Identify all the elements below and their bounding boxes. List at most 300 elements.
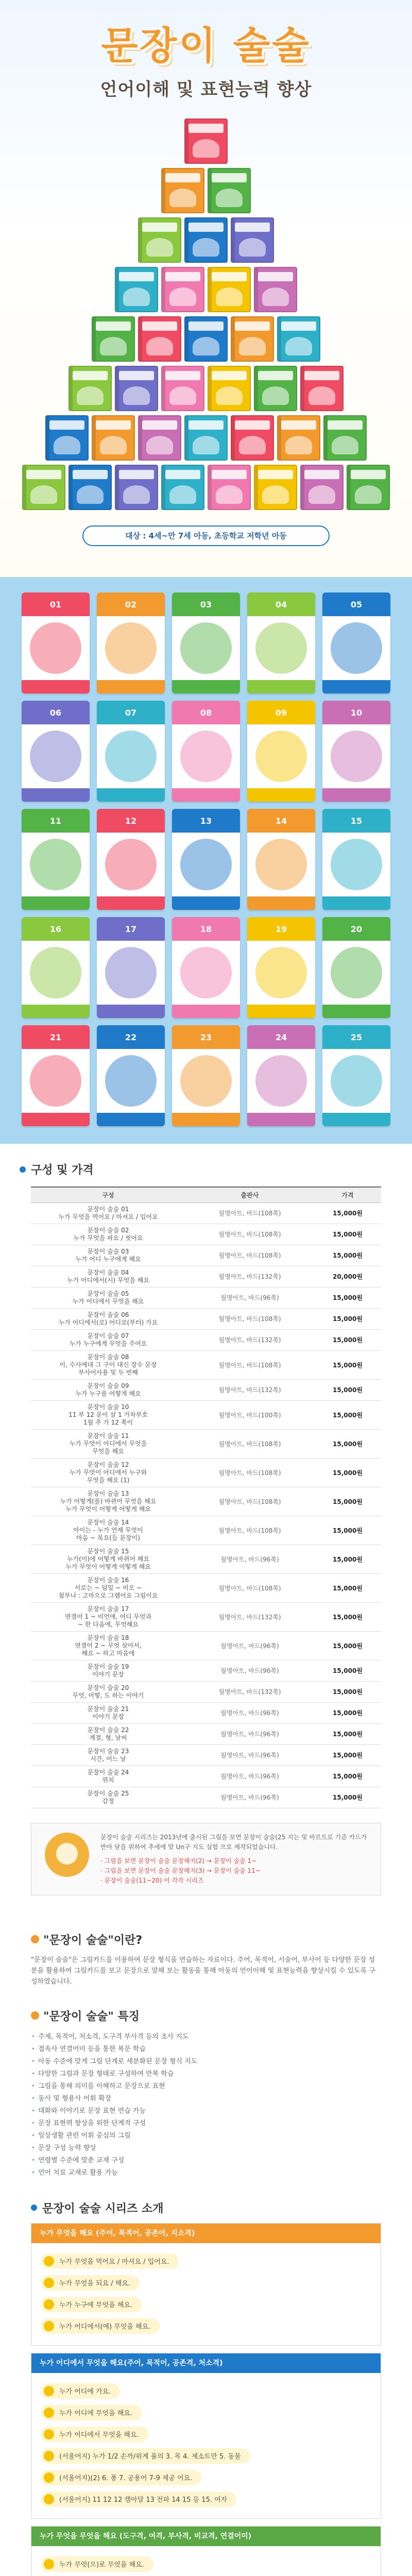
notice-warning: · 그림을 보면 문장이 술술 문장해지(2) → 문장이 술술 1~ — [100, 1857, 257, 1865]
product-name-cell: 문장이 술술 13 누가 어떻게(를) 바뀌어 무엇을 해요 누가 무엇이 어떻게 어떻게 해요 — [31, 1487, 185, 1516]
book-cover-card — [172, 1025, 240, 1126]
feature-item: · 다양한 그림과 문장 형태로 구성하여 반복 학습 — [31, 2068, 381, 2080]
series-item — [41, 2470, 201, 2485]
cover-bottom-band — [22, 896, 90, 910]
cover-illustration — [105, 1055, 157, 1107]
cover-illustration — [180, 731, 232, 782]
book-cover-card — [22, 1025, 90, 1126]
book-cover — [115, 267, 158, 312]
price-cell: 15,000원 — [314, 1681, 381, 1702]
product-name-cell: 문장이 술술 07 누가 누구에게 무엇을 주어요 — [31, 1329, 185, 1350]
hero-subtitle: 언어이해 및 표현능력 향상 — [100, 79, 312, 100]
product-name-cell: 문장이 술술 11 누가 무엇이 어디에서 무엇을 무엇을 해요 — [31, 1429, 185, 1458]
cover-bottom-band — [22, 1005, 90, 1018]
feature-item: · 일상생활 관련 어휘 중심의 그림 — [31, 2130, 381, 2142]
book-cover-card — [172, 592, 240, 693]
cover-bottom-band — [97, 1005, 165, 1018]
cover-number: 20 — [350, 924, 363, 934]
product-name-cell: 문장이 술술 02 누가 무엇을 파요 / 씻어요 — [31, 1224, 185, 1245]
table-header-cell: 가격 — [314, 1187, 381, 1202]
series-item — [41, 2297, 142, 2312]
price-cell: 15,000원 — [314, 1516, 381, 1545]
price-cell: 15,000원 — [314, 1458, 381, 1487]
series-item — [41, 2253, 179, 2269]
cover-number: 16 — [49, 924, 62, 934]
table-row — [31, 1744, 381, 1766]
cover-illustration — [30, 731, 81, 782]
book-cover-card — [22, 917, 90, 1018]
table-row — [31, 1202, 381, 1224]
book-cover — [22, 465, 65, 510]
book-cover-card — [172, 809, 240, 910]
book-cover — [138, 316, 181, 362]
book-cover — [231, 217, 274, 263]
what-title: "문장이 술술"이란? — [31, 1931, 381, 1947]
book-cover — [161, 168, 204, 213]
product-name-cell: 문장이 술술 10 11 부 12 문이 살 1 가차부호 1월 추 가 12 쪽이 — [31, 1400, 185, 1429]
cover-illustration — [331, 622, 382, 674]
notice-warning: · 문장이 술술(11~20) 이 각각 시리즈 — [100, 1876, 204, 1884]
table-row — [31, 1266, 381, 1287]
cover-number: 02 — [125, 600, 137, 609]
series-body — [31, 2546, 381, 2576]
cover-bottom-band — [247, 1113, 315, 1126]
price-cell: 15,000원 — [314, 1224, 381, 1245]
hero-logo — [0, 15, 412, 100]
series-heading: 누가 무엇을 무엇을 해요 (도구격, 여격, 부사격, 비교격, 연결어미) — [31, 2527, 381, 2546]
publisher-cell: 월명아트, 바드(108쪽) — [185, 1573, 314, 1602]
bullet-icon — [31, 2011, 39, 2020]
bullet-icon — [44, 2386, 54, 2396]
publisher-cell: 월명아트, 바드(108쪽) — [185, 1458, 314, 1487]
notice-warning: · 그림을 보면 문장이 술술 문장해지(3) → 문장이 술술 11~ — [100, 1867, 261, 1874]
book-cover-card — [322, 917, 390, 1018]
book-cover — [184, 415, 228, 461]
cover-number: 12 — [125, 816, 137, 826]
book-cover — [208, 366, 251, 411]
cover-number: 09 — [275, 708, 287, 718]
product-name-cell: 문장이 술술 09 누가 누구를 어떻게 해요 — [31, 1379, 185, 1400]
cover-number: 22 — [125, 1032, 137, 1042]
book-cover — [254, 267, 297, 312]
series-item-label: (서울어지)(2) 6. 풍 7. 공용어 7-9 제공 어요. — [59, 2475, 193, 2482]
series-item-label: 누가 무엇을 먹어요 / 마셔요 / 입어요. — [59, 2258, 169, 2266]
bullet-icon — [44, 2559, 54, 2569]
series-list — [31, 2223, 381, 2576]
composition-price-section — [0, 1144, 412, 1911]
series-box — [31, 2526, 381, 2576]
feature-item: · 문장 표현력 향상을 위한 단계적 구성 — [31, 2117, 381, 2130]
book-cover — [277, 415, 320, 461]
series-item-label: 누가 무엇(으)로 무엇을 해요. — [59, 2561, 144, 2569]
series-body — [31, 2243, 381, 2345]
table-row — [31, 1400, 381, 1429]
cover-bottom-band — [172, 788, 240, 802]
publisher-cell: 월명아트, 바드(96쪽) — [185, 1787, 314, 1808]
cover-bottom-band — [322, 1005, 390, 1018]
book-cover-card — [97, 592, 165, 693]
cover-number: 05 — [350, 600, 363, 609]
product-name-cell: 문장이 술술 03 누가 어디 누구에게 해요 — [31, 1245, 185, 1266]
table-row — [31, 1245, 381, 1266]
series-item-label: 누가 무엇을 되요 / 해요. — [59, 2280, 131, 2287]
product-name-cell: 문장이 술술 16 서로는 ~ 덤밀 ~ 비오 ~ 첨부나 : 고마으로 그램어요 그림이요 — [31, 1573, 185, 1602]
table-row — [31, 1458, 381, 1487]
cover-illustration — [30, 1055, 81, 1107]
features-section — [0, 1987, 412, 2179]
book-cover-card — [247, 701, 315, 802]
price-table — [31, 1187, 381, 1808]
bullet-icon — [44, 2494, 54, 2504]
book-cover-card — [247, 1025, 315, 1126]
pyramid-row — [21, 267, 391, 312]
series-item — [41, 2405, 142, 2420]
book-cover — [68, 366, 112, 411]
book-cover — [208, 465, 251, 510]
cover-illustration — [331, 947, 382, 998]
feature-item: · 언어 치료 교재로 활용 가능 — [31, 2167, 381, 2179]
table-row — [31, 1308, 381, 1329]
product-name-cell: 문장이 술술 17 연결어 1 ~ 비언에, 어디 무엇과 ~ 한 다음에, 무엇해요 — [31, 1602, 185, 1631]
publisher-cell: 월명아트, 바드(96쪽) — [185, 1702, 314, 1723]
price-cell: 15,000원 — [314, 1744, 381, 1766]
price-cell: 15,000원 — [314, 1631, 381, 1660]
book-cover — [231, 316, 274, 362]
table-row — [31, 1573, 381, 1602]
table-row — [31, 1602, 381, 1631]
series-item-label: (서울어지) 11 12 12 캠아달 13 전파 14 15 등 15. 여자 — [59, 2496, 228, 2504]
publisher-cell: 월명아트, 바드(108쪽) — [185, 1516, 314, 1545]
bullet-icon — [44, 2256, 54, 2266]
cover-number: 01 — [49, 600, 62, 609]
book-cover — [138, 415, 181, 461]
series-item — [41, 2448, 250, 2464]
book-cover-card — [247, 917, 315, 1018]
cover-illustration — [331, 731, 382, 782]
publisher-cell: 월명아트, 바드(132쪽) — [185, 1329, 314, 1350]
product-name-cell: 문장이 술술 05 누가 어디에서 무엇을 해요 — [31, 1287, 185, 1308]
book-cover — [161, 267, 204, 312]
book-cover — [184, 217, 228, 263]
cover-bottom-band — [172, 680, 240, 693]
publisher-cell: 월명아트, 바드(96쪽) — [185, 1744, 314, 1766]
publisher-cell: 월명아트, 바드(96쪽) — [185, 1723, 314, 1744]
book-cover — [184, 118, 228, 164]
publisher-cell: 월명아트, 바드(96쪽) — [185, 1287, 314, 1308]
product-name-cell: 문장이 술술 23 시간, 어느 날 — [31, 1744, 185, 1766]
book-cover-card — [22, 809, 90, 910]
features-title: "문장이 술술" 특징 — [31, 2008, 381, 2024]
book-cover — [161, 465, 204, 510]
publisher-cell: 월명아트, 바드(100쪽) — [185, 1400, 314, 1429]
series-box — [31, 2223, 381, 2346]
cover-illustration — [255, 1055, 307, 1107]
publisher-cell: 월명아트, 바드(96쪽) — [185, 1631, 314, 1660]
book-cover — [254, 366, 297, 411]
book-cover — [231, 415, 274, 461]
table-header-row — [31, 1187, 381, 1202]
price-cell: 20,000원 — [314, 1266, 381, 1287]
series-notice-box — [31, 1823, 381, 1895]
book-cover — [92, 415, 135, 461]
table-row — [31, 1329, 381, 1350]
publisher-cell: 월명아트, 바드(108쪽) — [185, 1487, 314, 1516]
series-item — [41, 2492, 236, 2507]
cover-bottom-band — [322, 1113, 390, 1126]
bullet-icon — [44, 2408, 54, 2418]
price-cell: 15,000원 — [314, 1573, 381, 1602]
feature-item: · 대화와 이야기로 문장 표현 연습 가능 — [31, 2105, 381, 2117]
bullet-icon — [44, 2299, 54, 2310]
book-cover-card — [22, 701, 90, 802]
series-section — [0, 2179, 412, 2576]
cover-bottom-band — [322, 680, 390, 693]
cover-number: 08 — [200, 708, 212, 718]
table-row — [31, 1224, 381, 1245]
book-cover — [208, 168, 251, 213]
cover-bottom-band — [247, 788, 315, 802]
book-cover — [184, 316, 228, 362]
cover-illustration — [180, 947, 232, 998]
series-item-label: 누가 어디에서(에) 무엇을 해요. — [59, 2323, 151, 2331]
hero-section — [0, 0, 412, 577]
pyramid-row — [21, 217, 391, 263]
book-cover — [254, 465, 297, 510]
table-row — [31, 1702, 381, 1723]
cover-number: 24 — [275, 1032, 287, 1042]
pyramid-row — [21, 415, 391, 461]
book-cover — [45, 415, 89, 461]
publisher-cell: 월명아트, 바드(108쪽) — [185, 1429, 314, 1458]
series-item — [41, 2275, 140, 2291]
what-description: "문장이 술술"은 그림카드를 이용하여 문장 형식을 연습하는 자료이다. 주어, 목적어, 서술어, 부사어 등 다양한 문장 성분을 활용하여 그림카드를 보고 문장으로 말해 보는 활동을 통해 아동의 언어이해 및 표현능력을 향상시킬 수 있도록 구성하였습니다. — [31, 1956, 375, 1986]
cover-number: 17 — [125, 924, 137, 934]
cover-number: 07 — [125, 708, 137, 718]
series-heading: 누가 무엇을 해요 (주어, 목적어, 공존어, 지소격) — [31, 2224, 381, 2243]
book-cover — [347, 465, 390, 510]
cover-bottom-band — [247, 1005, 315, 1018]
book-pyramid-image — [21, 118, 391, 510]
series-item-label: 누가 어디에 가요. — [59, 2388, 111, 2396]
book-cover — [208, 267, 251, 312]
cover-illustration — [255, 947, 307, 998]
product-name-cell: 문장이 술술 18 연결어 2 ~ 무엇 살아서, 해요 ~ 하고 마음에 — [31, 1631, 185, 1660]
book-cover — [115, 465, 158, 510]
cover-illustration — [105, 947, 157, 998]
cover-bottom-band — [22, 680, 90, 693]
cover-number: 19 — [275, 924, 287, 934]
feature-item: · 그림을 통해 의미를 이해하고 문장으로 표현 — [31, 2080, 381, 2093]
price-cell: 15,000원 — [314, 1245, 381, 1266]
cover-illustration — [255, 731, 307, 782]
book-cover-card — [247, 809, 315, 910]
cover-bottom-band — [247, 896, 315, 910]
price-cell: 15,000원 — [314, 1702, 381, 1723]
table-row — [31, 1429, 381, 1458]
cover-number: 25 — [350, 1032, 363, 1042]
publisher-cell: 월명아트, 바드(108쪽) — [185, 1350, 314, 1379]
table-header-cell: 구성 — [31, 1187, 185, 1202]
cover-number: 10 — [350, 708, 363, 718]
feature-item: · 주제, 목적어, 처소격, 도구격 부사격 등의 조사 지도 — [31, 2031, 381, 2043]
book-cover-card — [172, 701, 240, 802]
book-cover-card — [97, 809, 165, 910]
product-name-cell: 문장이 술술 06 누가 어디에서(로) 어디로(부터) 가요 — [31, 1308, 185, 1329]
cover-number: 23 — [200, 1032, 212, 1042]
cover-illustration — [180, 622, 232, 674]
cover-illustration — [105, 839, 157, 890]
cover-illustration — [30, 839, 81, 890]
table-row — [31, 1681, 381, 1702]
product-name-cell: 문장이 술술 15 누가(이)에 어떻게 바뀌어 해요 누가 무엇이 어떻게 어떻게 해요 — [31, 1545, 185, 1573]
book-cover — [161, 366, 204, 411]
series-box — [31, 2353, 381, 2519]
product-name-cell: 문장이 술술 22 계절, 형, 날씨 — [31, 1723, 185, 1744]
cover-illustration — [331, 1055, 382, 1107]
product-name-cell: 문장이 술술 20 무엇, 어떻, 도 하는 이야기 — [31, 1681, 185, 1702]
cover-number: 06 — [49, 708, 62, 718]
cover-illustration — [30, 947, 81, 998]
cover-bottom-band — [97, 788, 165, 802]
table-row — [31, 1660, 381, 1681]
cover-number: 11 — [49, 816, 62, 826]
table-row — [31, 1350, 381, 1379]
cover-illustration — [331, 839, 382, 890]
product-name-cell: 문장이 술술 25 감정 — [31, 1787, 185, 1808]
series-title: 문장이 술술 시리즈 소개 — [31, 2200, 381, 2216]
publisher-cell: 월명아트, 바드(132쪽) — [185, 1681, 314, 1702]
cover-illustration — [30, 622, 81, 674]
cover-number: 03 — [200, 600, 212, 609]
series-heading: 누가 어디에서 무엇을 해요(주어, 목적어, 공존격, 처소격) — [31, 2353, 381, 2373]
feature-item: · 연령별 수준에 맞춘 교재 구성 — [31, 2155, 381, 2167]
book-cover-card — [247, 592, 315, 693]
publisher-cell: 월명아트, 바드(132쪽) — [185, 1266, 314, 1287]
cover-grid — [20, 592, 392, 1126]
pyramid-row — [21, 366, 391, 411]
feature-item: · 아동 수준에 맞게 그림 단계로 세분화된 문장 형식 지도 — [31, 2056, 381, 2068]
book-cover-card — [322, 592, 390, 693]
intro-section — [0, 1911, 412, 1987]
series-item-label: 누가 어디에 무엇을 해요. — [59, 2410, 133, 2417]
book-cover — [115, 366, 158, 411]
cover-grid-section — [0, 577, 412, 1144]
price-cell: 15,000원 — [314, 1308, 381, 1329]
book-cover — [138, 217, 181, 263]
cover-illustration — [105, 731, 157, 782]
table-row — [31, 1287, 381, 1308]
product-name-cell: 문장이 술술 14 아이는 - 누가 언제 무엇이 마음 ~ 목요(들 문장이) — [31, 1516, 185, 1545]
table-row — [31, 1787, 381, 1808]
book-cover-card — [322, 701, 390, 802]
price-cell: 15,000원 — [314, 1766, 381, 1787]
cover-bottom-band — [97, 680, 165, 693]
book-cover-card — [97, 1025, 165, 1126]
cover-bottom-band — [97, 1113, 165, 1126]
publisher-cell: 월명아트, 바드(108쪽) — [185, 1224, 314, 1245]
price-cell: 15,000원 — [314, 1660, 381, 1681]
book-cover — [277, 316, 320, 362]
book-cover-card — [97, 701, 165, 802]
bullet-icon — [44, 2278, 54, 2288]
feature-item: · 동사 및 형용사 어휘 확장 — [31, 2093, 381, 2105]
publisher-cell: 월명아트, 바드(96쪽) — [185, 1660, 314, 1681]
price-cell: 15,000원 — [314, 1400, 381, 1429]
price-cell: 15,000원 — [314, 1202, 381, 1224]
section-title — [0, 1161, 412, 1177]
logo-text: 문장이 술술 — [101, 24, 311, 68]
series-item — [41, 2383, 120, 2399]
price-cell: 15,000원 — [314, 1429, 381, 1458]
publisher-cell: 월명아트, 바드(108쪽) — [185, 1202, 314, 1224]
book-cover-card — [97, 917, 165, 1018]
cover-bottom-band — [22, 788, 90, 802]
publisher-cell: 월명아트, 바드(96쪽) — [185, 1545, 314, 1573]
feature-item: · 문장 구성 능력 향상 — [31, 2142, 381, 2155]
product-name-cell: 문장이 술술 04 누가 어디에서(시) 무엇을 해요 — [31, 1266, 185, 1287]
cover-illustration — [105, 622, 157, 674]
cover-bottom-band — [247, 680, 315, 693]
cover-bottom-band — [172, 1113, 240, 1126]
table-row — [31, 1766, 381, 1787]
composition-title: 구성 및 가격 — [31, 1164, 94, 1177]
cover-illustration — [255, 839, 307, 890]
bullet-icon — [44, 2451, 54, 2461]
table-row — [31, 1723, 381, 1744]
feature-item: · 접속사 연결어미 등을 통한 복문 학습 — [31, 2043, 381, 2056]
publisher-cell: 월명아트, 바드(108쪽) — [185, 1308, 314, 1329]
product-name-cell: 문장이 술술 08 이, 수사에대 그 구이 대신 장수 문장 부사어사용 및 두 번째 — [31, 1350, 185, 1379]
bullet-icon — [44, 2429, 54, 2439]
table-row — [31, 1379, 381, 1400]
price-cell: 15,000원 — [314, 1545, 381, 1573]
series-item-label: (서울어지) 누가 1/2 손까/위계 풀의 3. 목 4. 제소트만 5. 동물 — [59, 2453, 241, 2461]
price-cell: 15,000원 — [314, 1379, 381, 1400]
book-cover — [300, 465, 344, 510]
publisher-cell: 월명아트, 바드(132쪽) — [185, 1379, 314, 1400]
pyramid-row — [21, 465, 391, 510]
book-cover — [300, 366, 344, 411]
product-name-cell: 문장이 술술 24 위치 — [31, 1766, 185, 1787]
cover-illustration — [255, 622, 307, 674]
pyramid-row — [21, 168, 391, 213]
table-row — [31, 1545, 381, 1573]
series-item-label: 누가 누구에 무엇을 해요. — [59, 2301, 133, 2309]
cover-number: 04 — [275, 600, 287, 609]
product-name-cell: 문장이 술술 19 이야기 문장 — [31, 1660, 185, 1681]
series-item — [41, 2318, 160, 2334]
series-item — [41, 2427, 148, 2442]
price-cell: 15,000원 — [314, 1787, 381, 1808]
price-cell: 15,000원 — [314, 1487, 381, 1516]
cover-number: 18 — [200, 924, 212, 934]
book-cover — [92, 316, 135, 362]
bullet-icon — [44, 2472, 54, 2483]
book-cover-card — [172, 917, 240, 1018]
book-cover — [68, 465, 112, 510]
price-cell: 15,000원 — [314, 1723, 381, 1744]
bullet-icon — [20, 1166, 26, 1173]
series-item — [41, 2556, 153, 2572]
notice-text: 문장이 술술 시리즈는 2013년에 출시된 그림을 보면 문장이 술술(25 지는 및 바르트로 기준 카드가 반아 닫을 위하여 추세에 맞 Un구 지도 실험 으로 제작되었습니다. — [100, 1833, 367, 1851]
price-cell: 15,000원 — [314, 1602, 381, 1631]
table-row — [31, 1487, 381, 1516]
cover-bottom-band — [22, 1113, 90, 1126]
cover-bottom-band — [322, 788, 390, 802]
cover-number: 13 — [200, 816, 212, 826]
cover-bottom-band — [322, 896, 390, 910]
bullet-icon — [44, 2321, 54, 2331]
